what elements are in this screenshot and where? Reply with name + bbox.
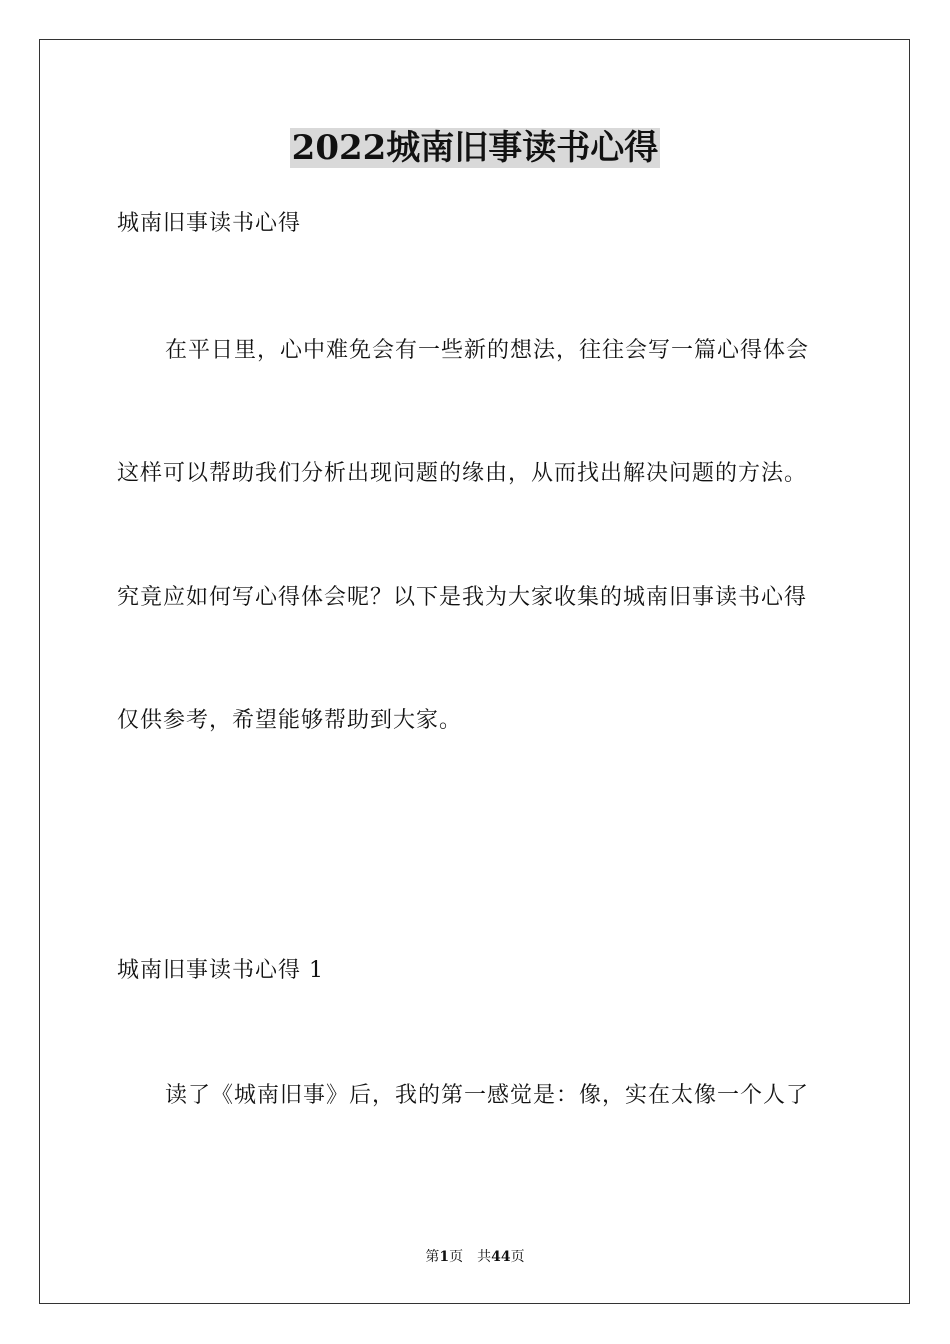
intro-line: 这样可以帮助我们分析出现问题的缘由，从而找出解决问题的方法。	[117, 461, 808, 486]
footer-total-suffix: 页	[510, 1249, 525, 1265]
intro-line: 究竟应如何写心得体会呢？以下是我为大家收集的城南旧事读书心得	[117, 585, 808, 610]
document-title-text: 2022城南旧事读书心得	[291, 128, 659, 168]
document-subtitle: 城南旧事读书心得	[117, 211, 302, 236]
footer-page-suffix: 页	[449, 1249, 464, 1265]
footer-page-current: 1	[439, 1249, 450, 1265]
footer-total-prefix: 共	[477, 1249, 492, 1265]
footer-page-prefix: 第	[425, 1249, 440, 1265]
intro-line: 在平日里，心中难免会有一些新的想法，往往会写一篇心得体会	[165, 338, 810, 363]
page-footer	[0, 1248, 950, 1266]
section-body-line: 读了《城南旧事》后，我的第一感觉是：像，实在太像一个人了	[165, 1083, 810, 1108]
document-title	[0, 126, 950, 170]
section-heading: 城南旧事读书心得 1	[117, 958, 324, 983]
footer-page-total: 44	[491, 1249, 511, 1265]
intro-line: 仅供参考，希望能够帮助到大家。	[117, 708, 463, 733]
